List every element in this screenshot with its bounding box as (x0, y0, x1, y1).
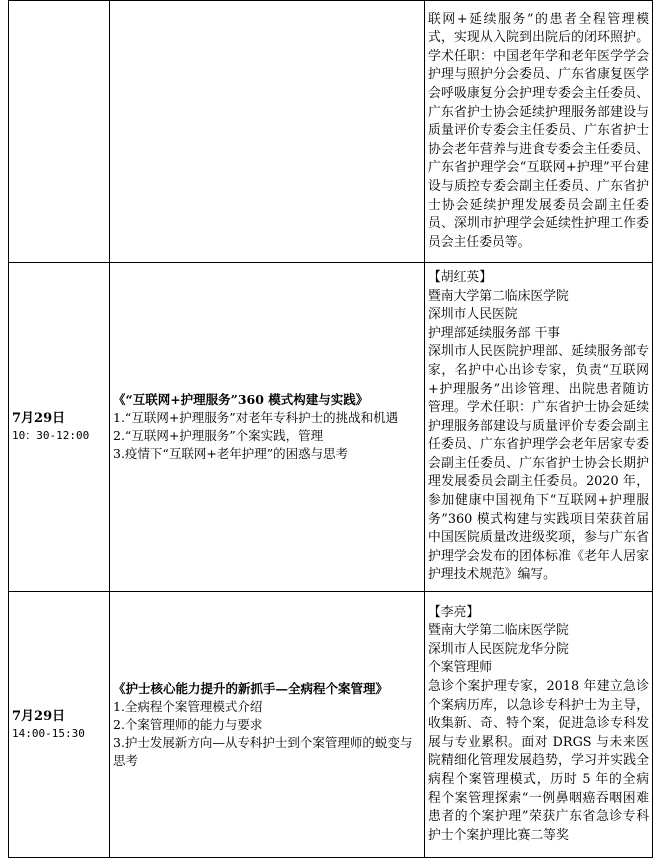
speaker-cell (425, 592, 653, 858)
speaker-name: 【李亮】 (428, 604, 480, 620)
session-time: 14:00-15:30 (12, 726, 85, 740)
topic-cell (110, 1, 425, 263)
time-cell (9, 1, 110, 263)
speaker-cell (425, 263, 653, 592)
session-date: 7月29日 (12, 411, 66, 426)
schedule-row-2 (9, 263, 653, 592)
topic-title: 《护士核心能力提升的新抓手—全病程个案管理》 (113, 680, 389, 696)
topic-cell (110, 592, 425, 858)
topic-item: 2.个案管理师的能力与要求 (113, 716, 263, 732)
speaker-hospital: 深圳市人民医院龙华分院 (428, 641, 569, 657)
topic-title: 《“互联网+护理服务”360 模式构建与实践》 (113, 392, 369, 407)
topic-item: 3.疫情下“互联网+老年护理”的困惑与思考 (113, 446, 349, 461)
time-cell (9, 592, 110, 858)
schedule-table (8, 0, 653, 858)
speaker-affiliation: 暨南大学第二临床医学院 (428, 623, 569, 639)
topic-item: 1.全病程个案管理模式介绍 (113, 698, 263, 714)
speaker-bio: 急诊个案护理专家，2018 年建立急诊个案病历库，以急诊专科护士为主导，收集新、奇、特个案，促进急诊专科发展与专业累积。面对 DRGS 与未来医院精细化管理发展趋势，学习并实践全病程个案管理模式，历时 5 年的全病程个案管理探索“一例鼻咽癌吞咽困难患者的个案护理”荣获广东省急诊专科护士个案护理比赛二等奖 (428, 679, 649, 843)
topic-item: 2.“互联网+护理服务”个案实践，管理 (113, 428, 324, 443)
speaker-name: 【胡红英】 (428, 269, 492, 285)
speaker-position: 护理部延续服务部 干事 (428, 325, 561, 341)
speaker-bio: 联网+延续服务”的患者全程管理模式，实现从入院到出院后的闭环照护。学术任职：中国老年学和老年医学学会护理与照护分会委员、广东省康复医学会呼吸康复分会护理专委会主任委员、广东省护士协会延续护理服务部建设与质量评价专委会主任委员、广东省护士协会老年营养与进食专委会主任委员、广东省护理学会“互联网+护理”平台建设与质控专委会副主任委员、广东省护士协会延续护理发展委员会副主任委员、深圳市护理学会延续性护理工作委员会主任委员等。 (428, 11, 649, 250)
time-cell (9, 263, 110, 592)
speaker-hospital: 深圳市人民医院 (428, 307, 518, 323)
speaker-cell (425, 1, 653, 263)
schedule-row-3 (9, 592, 653, 858)
schedule-row-1 (9, 1, 653, 263)
speaker-affiliation: 暨南大学第二临床医学院 (428, 288, 569, 304)
session-date: 7月29日 (12, 708, 66, 724)
speaker-bio: 深圳市人民医院护理部、延续服务部专家，名护中心出诊专家，负责“互联网+护理服务”出诊管理、出院患者随访管理。学术任职：广东省护士协会延续护理服务部建设与质量评价专委会副主任委员、广东省护理学会老年居家专委会副主任委员、广东省护士协会长期护理发展委员会副主任委员。2020 年，参加健康中国视角下“互联网+护理服务”360 模式构建与实践项目荣获首届中国医院质量改进级奖项，参与广东省护理学会发布的团体标准《老年人居家护理技术规范》编写。 (428, 344, 649, 583)
topic-cell (110, 263, 425, 592)
speaker-position: 个案管理师 (428, 660, 492, 676)
topic-item: 1.“互联网+护理服务”对老年专科护士的挑战和机遇 (113, 410, 399, 425)
session-time: 10：30-12:00 (12, 429, 90, 442)
topic-item: 3.护士发展新方向—从专科护士到个案管理师的蜕变与思考 (113, 734, 413, 768)
